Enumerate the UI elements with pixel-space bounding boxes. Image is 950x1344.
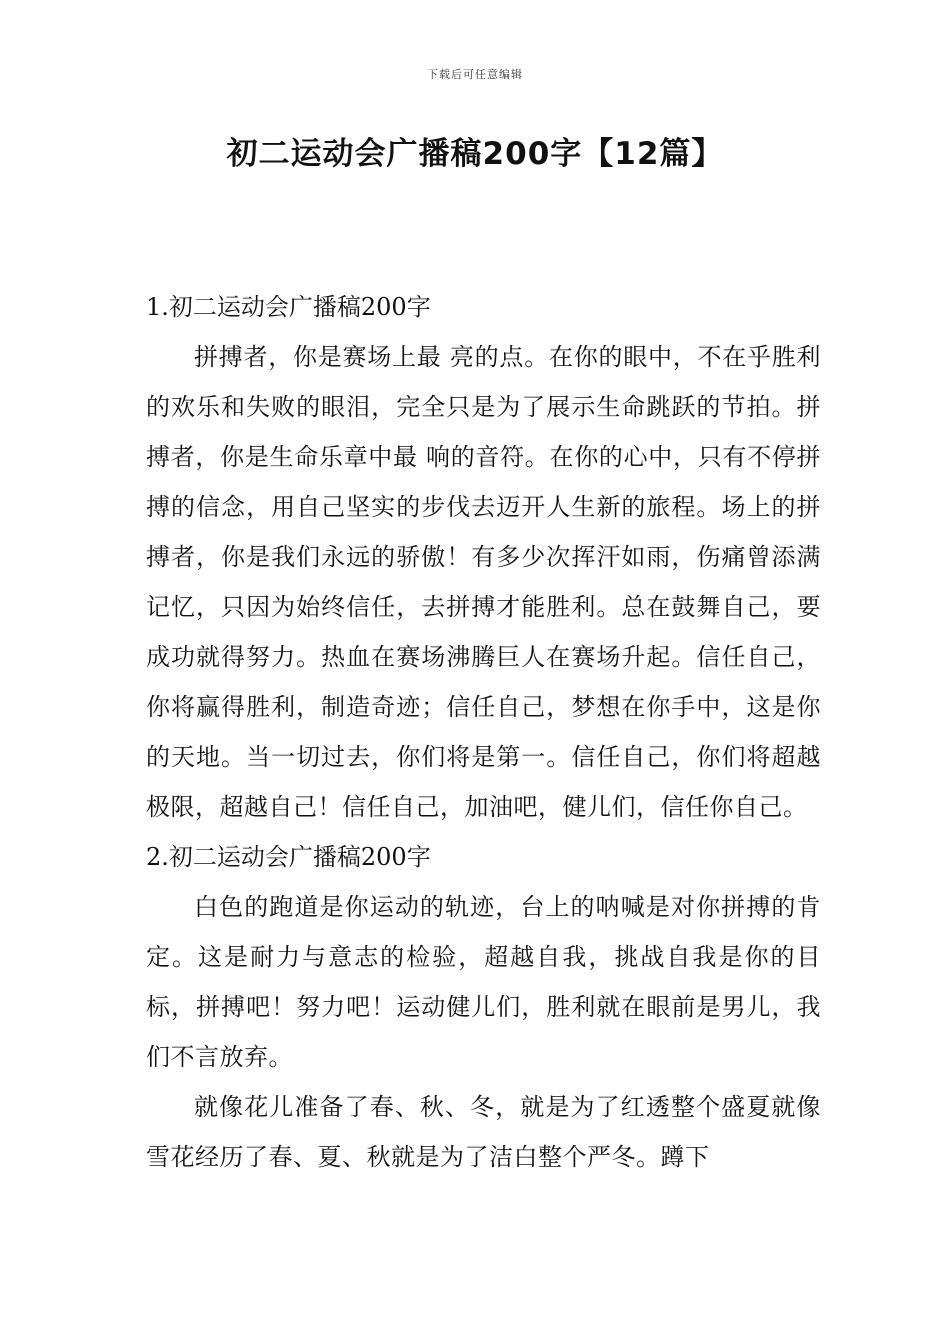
header-note: 下载后可任意编辑 xyxy=(427,68,523,81)
section-2-paragraph-2: 就像花儿准备了春、秋、冬，就是为了红透整个盛夏就像雪花经历了春、夏、秋就是为了洁白整个严冬。蹲下 xyxy=(146,1093,821,1171)
section-1-paragraph-1: 拼搏者，你是赛场上最 亮的点。在你的眼中，不在乎胜利的欢乐和失败的眼泪，完全只是为了展示生命跳跃的节拍。拼搏者，你是生命乐章中最 响的音符。在你的心中，只有不停拼搏的信念，用自己坚实的步伐去迈开人生新的旅程。场上的拼搏者，你是我们永远的骄傲！有多少次挥汗如雨，伤痛曾添满记忆，只因为始终信任，去拼搏才能胜利。总在鼓舞自己，要成功就得努力。热血在赛场沸腾巨人在赛场升起。信任自己，你将赢得胜利，制造奇迹；信任自己，梦想在你手中，这是你的天地。当一切过去，你们将是第一。信任自己，你们将超越极限，超越自己！信任自己，加油吧，健儿们，信任你自己。 xyxy=(146,343,821,821)
document-title: 初二运动会广播稿200字【12篇】 xyxy=(226,136,724,172)
section-heading-1: 1.初二运动会广播稿200字 xyxy=(146,293,431,321)
section-2-paragraph-1: 白色的跑道是你运动的轨迹，台上的呐喊是对你拼搏的肯定。这是耐力与意志的检验，超越自我，挑战自我是你的目标，拼搏吧！努力吧！运动健儿们，胜利就在眼前是男儿，我们不言放弃。 xyxy=(146,893,821,1071)
section-heading-2: 2.初二运动会广播稿200字 xyxy=(146,843,431,871)
document-body xyxy=(146,282,821,1182)
